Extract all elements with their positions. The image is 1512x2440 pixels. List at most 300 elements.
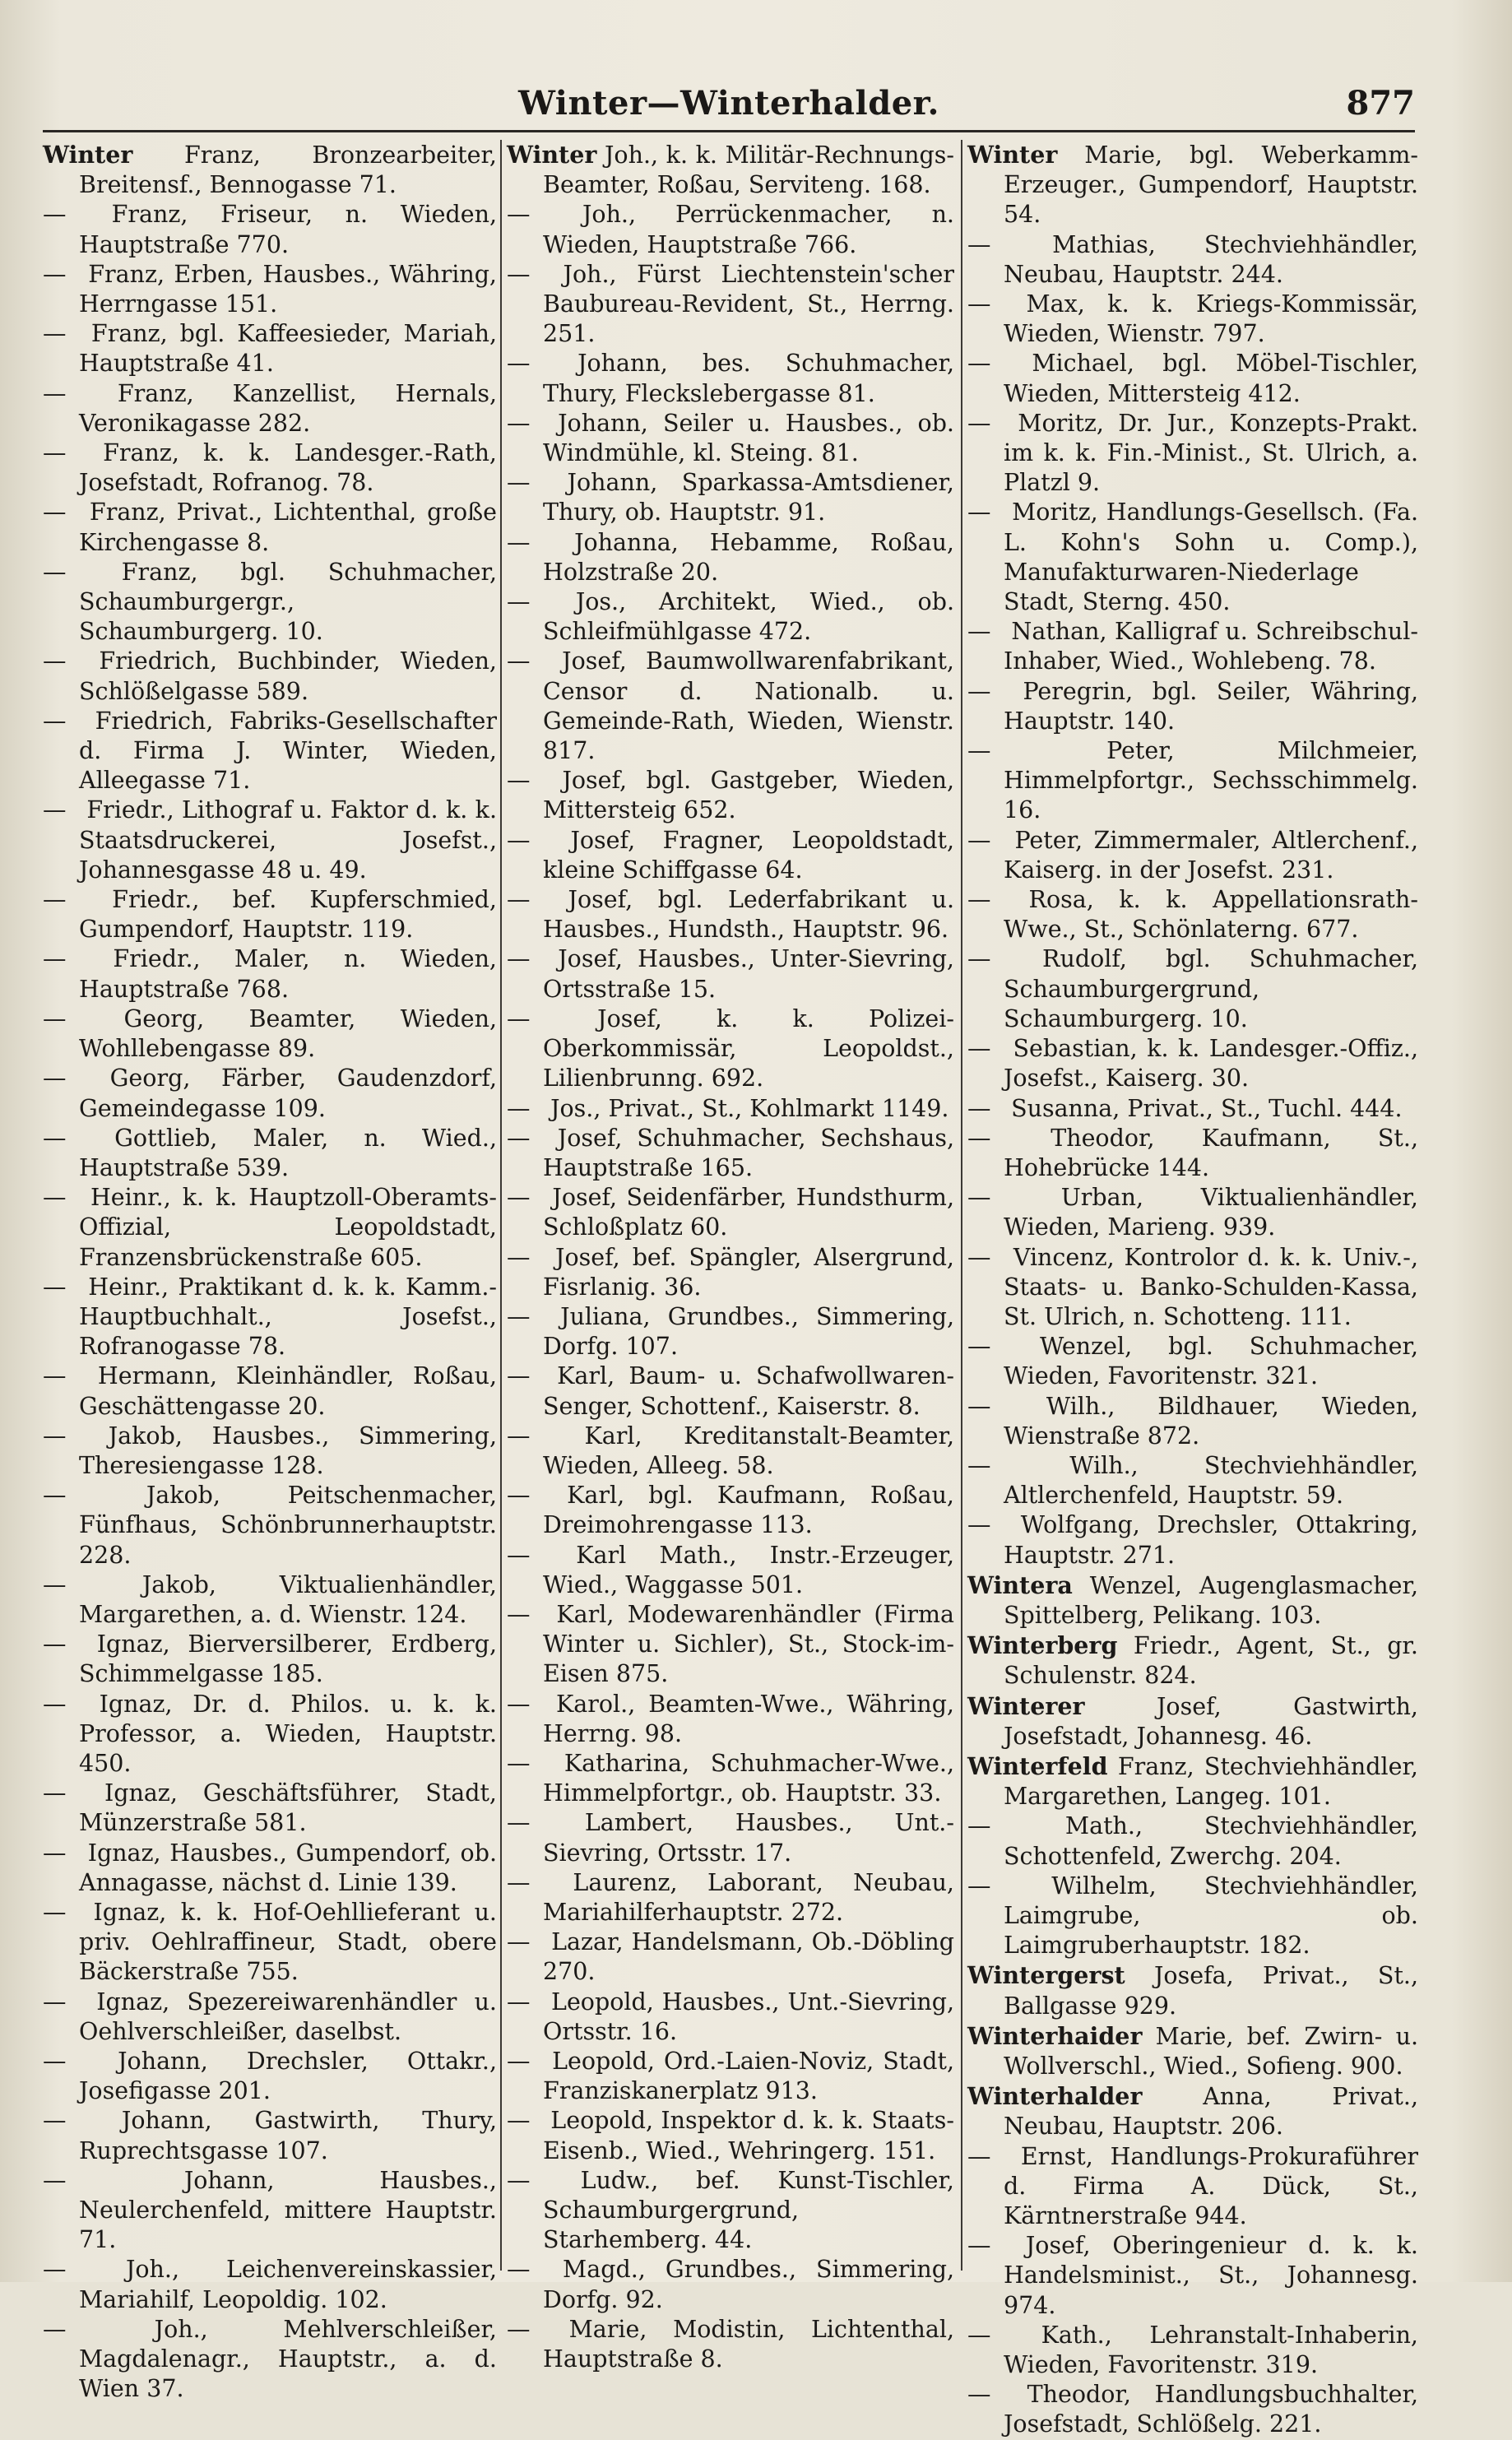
- entry-text: Ignaz, Bierversilberer, Erdberg, Schimmelgasse 185.: [79, 1631, 498, 1688]
- repeat-dash: —: [43, 558, 67, 586]
- directory-entry: [43, 1690, 497, 1779]
- column-2: [500, 140, 955, 2373]
- entry-text: Jakob, Viktualienhändler, Margarethen, a. d. Wienstr. 124.: [79, 1570, 497, 1628]
- entry-text: Leopold, Hausbes., Unt.-Sievring, Ortsstr. 16.: [543, 1988, 955, 2045]
- entry-text: Josef, bgl. Lederfabrikant u. Hausbes., Hundsth., Hauptstr. 96.: [543, 886, 955, 944]
- directory-entry: [967, 290, 1418, 349]
- entry-text: Joh., k. k. Militär-Rechnungs-Beamter, Roßau, Serviteng. 168.: [543, 141, 955, 199]
- repeat-dash: —: [507, 409, 531, 437]
- entry-text: Johann, Hausbes., Neulerchenfeld, mittere Hauptstr. 71.: [79, 2166, 497, 2254]
- directory-entry: [43, 1183, 497, 1273]
- entry-text: Lambert, Hausbes., Unt.-Sievring, Ortsstr. 17.: [543, 1809, 954, 1867]
- repeat-dash: —: [43, 2315, 67, 2343]
- entry-text: Ignaz, Spezereiwarenhändler u. Oehlverschleißer, daselbst.: [79, 1988, 497, 2045]
- repeat-dash: —: [507, 350, 531, 378]
- directory-entry: [967, 617, 1418, 676]
- entry-text: Josefa, Privat., St., Ballgasse 929.: [1004, 1962, 1419, 2020]
- directory-entry: [507, 260, 954, 350]
- directory-entry: [507, 885, 954, 944]
- directory-entry: [507, 766, 954, 825]
- repeat-dash: —: [967, 1511, 991, 1539]
- surname-heading: Winter: [967, 141, 1058, 169]
- directory-entry: [967, 1631, 1418, 1691]
- directory-entry: [43, 1273, 497, 1362]
- repeat-dash: —: [43, 1839, 67, 1867]
- directory-entry: [507, 1927, 954, 1987]
- repeat-dash: —: [507, 1482, 531, 1510]
- entry-text: Franz, bgl. Kaffeesieder, Mariah, Hauptstraße 41.: [79, 320, 497, 378]
- repeat-dash: —: [507, 1809, 531, 1837]
- repeat-dash: —: [507, 260, 531, 288]
- directory-entry: [967, 2380, 1418, 2439]
- directory-entry: [967, 140, 1418, 230]
- repeat-dash: —: [967, 945, 991, 973]
- repeat-dash: —: [967, 1094, 991, 1122]
- directory-entry: [43, 2106, 497, 2165]
- entry-text: Rosa, k. k. Appellationsrath-Wwe., St., Schönlaterng. 677.: [1004, 886, 1418, 944]
- directory-entry: [43, 2166, 497, 2256]
- directory-entry: [507, 140, 954, 200]
- entry-text: Friedr., Agent, St., gr. Schulenstr. 824.: [1004, 1632, 1418, 1690]
- entry-text: Susanna, Privat., St., Tuchl. 444.: [1011, 1094, 1403, 1122]
- directory-entry: [507, 1481, 954, 1540]
- repeat-dash: —: [507, 1004, 531, 1032]
- directory-entry: [507, 1094, 954, 1124]
- entry-text: Karl, Kreditanstalt-Beamter, Wieden, Alleeg. 58.: [543, 1422, 955, 1479]
- repeat-dash: —: [967, 1872, 991, 1900]
- directory-entry: [43, 1064, 497, 1123]
- repeat-dash: —: [967, 1451, 991, 1479]
- repeat-dash: —: [967, 737, 991, 765]
- repeat-dash: —: [43, 320, 67, 348]
- directory-entry: [43, 1570, 497, 1630]
- entry-text: Juliana, Grundbes., Simmering, Dorfg. 107.: [543, 1302, 955, 1361]
- repeat-dash: —: [507, 1243, 531, 1271]
- entry-text: Ludw., bef. Kunst-Tischler, Schaumburgergrund, Starhemberg. 44.: [543, 2166, 954, 2254]
- directory-entry: [507, 1808, 954, 1867]
- entry-text: Josef, Schuhmacher, Sechshaus, Hauptstraße 165.: [543, 1124, 955, 1181]
- entry-text: Peter, Zimmermaler, Altlerchenf., Kaiserg. in der Josefst. 231.: [1004, 826, 1419, 884]
- entry-text: Karl, bgl. Kaufmann, Roßau, Dreimohrengasse 113.: [543, 1482, 954, 1539]
- entry-text: Lazar, Handelsmann, Ob.-Döbling 270.: [543, 1928, 955, 1986]
- entry-text: Hermann, Kleinhändler, Roßau, Geschättengasse 20.: [79, 1362, 498, 1420]
- repeat-dash: —: [43, 1065, 67, 1092]
- entry-text: Wilh., Bildhauer, Wieden, Wienstraße 872.: [1004, 1392, 1418, 1450]
- entry-text: Ignaz, Dr. d. Philos. u. k. k. Professor, a. Wieden, Hauptstr. 450.: [79, 1690, 497, 1777]
- repeat-dash: —: [507, 1184, 531, 1212]
- repeat-dash: —: [507, 1988, 531, 2016]
- repeat-dash: —: [507, 1094, 531, 1122]
- page-number: 877: [1346, 84, 1415, 123]
- directory-entry: [507, 647, 954, 766]
- repeat-dash: —: [967, 886, 991, 914]
- repeat-dash: —: [967, 1392, 991, 1420]
- directory-entry: [43, 2315, 497, 2405]
- repeat-dash: —: [43, 1362, 67, 1390]
- directory-entry: [507, 468, 954, 527]
- repeat-dash: —: [507, 2166, 531, 2194]
- repeat-dash: —: [507, 1422, 531, 1450]
- entry-text: Max, k. k. Kriegs-Kommissär, Wieden, Wienstr. 797.: [1004, 290, 1418, 348]
- entry-text: Math., Stechviehhändler, Schottenfeld, Zwerchg. 204.: [1004, 1812, 1418, 1870]
- repeat-dash: —: [967, 1184, 991, 1212]
- repeat-dash: —: [507, 826, 531, 854]
- entry-text: Josef, bgl. Gastgeber, Wieden, Mittersteig 652.: [543, 767, 955, 824]
- entry-text: Gottlieb, Maler, n. Wied., Hauptstraße 539.: [79, 1124, 498, 1181]
- repeat-dash: —: [967, 1812, 991, 1840]
- entry-text: Magd., Grundbes., Simmering, Dorfg. 92.: [543, 2256, 954, 2313]
- directory-entry: [967, 1124, 1418, 1183]
- entry-text: Johann, Sparkassa-Amtsdiener, Thury, ob. Hauptstr. 91.: [543, 469, 954, 527]
- directory-entry: [507, 1600, 954, 1690]
- repeat-dash: —: [43, 1779, 67, 1807]
- entry-text: Johann, Seiler u. Hausbes., ob. Windmühle, kl. Steing. 81.: [543, 409, 954, 467]
- directory-entry: [43, 1630, 497, 1689]
- entry-text: Franz, Friseur, n. Wieden, Hauptstraße 770.: [79, 201, 497, 258]
- directory-entry: [967, 1243, 1418, 1333]
- entry-text: Wenzel, Augenglasmacher, Spittelberg, Pelikang. 103.: [1004, 1571, 1418, 1629]
- entry-text: Franz, bgl. Schuhmacher, Schaumburgergr., Schaumburgerg. 10.: [79, 558, 498, 646]
- repeat-dash: —: [507, 2315, 531, 2343]
- directory-entry: [43, 2047, 497, 2106]
- directory-entry: [43, 200, 497, 259]
- repeat-dash: —: [967, 230, 991, 258]
- entry-text: Theodor, Handlungsbuchhalter, Josefstadt, Schlößelg. 221.: [1004, 2381, 1419, 2438]
- directory-entry: [507, 587, 954, 647]
- entry-text: Marie, bgl. Weberkamm-Erzeuger., Gumpendorf, Hauptstr. 54.: [1004, 141, 1418, 229]
- directory-entry: [507, 1690, 954, 1749]
- directory-entry: [43, 1988, 497, 2047]
- directory-entry: [967, 1094, 1418, 1124]
- directory-entry: [967, 1570, 1418, 1631]
- directory-entry: [507, 2166, 954, 2256]
- entry-text: Ernst, Handlungs-Prokuraführer d. Firma A. Dück, St., Kärntnerstraße 944.: [1004, 2142, 1419, 2230]
- directory-entry: [967, 944, 1418, 1034]
- repeat-dash: —: [507, 1124, 531, 1152]
- directory-entry: [43, 1422, 497, 1481]
- entry-text: Leopold, Ord.-Laien-Noviz, Stadt, Franziskanerplatz 913.: [543, 2048, 954, 2105]
- entry-text: Joh., Leichenvereinskassier, Mariahilf, Leopoldig. 102.: [79, 2256, 497, 2313]
- directory-entry: [967, 1811, 1418, 1871]
- surname-heading: Winterberg: [967, 1631, 1118, 1660]
- repeat-dash: —: [507, 2048, 531, 2075]
- repeat-dash: —: [43, 1184, 67, 1212]
- directory-entry: [507, 2315, 954, 2374]
- directory-entry: [967, 736, 1418, 826]
- entry-text: Marie, bef. Zwirn- u. Wollverschl., Wied., Sofieng. 900.: [1004, 2022, 1418, 2080]
- directory-entry: [967, 2321, 1418, 2380]
- repeat-dash: —: [967, 618, 991, 646]
- entry-text: Karl Math., Instr.-Erzeuger, Wied., Waggasse 501.: [543, 1541, 954, 1598]
- entry-text: Mathias, Stechviehhändler, Neubau, Hauptstr. 244.: [1004, 230, 1418, 288]
- repeat-dash: —: [43, 2256, 67, 2284]
- entry-text: Johanna, Hebamme, Roßau, Holzstraße 20.: [543, 528, 954, 586]
- entry-text: Josef, Seidenfärber, Hundsthurm, Schloßplatz 60.: [543, 1184, 955, 1241]
- directory-entry: [507, 1541, 954, 1600]
- entry-text: Jos., Architekt, Wied., ob. Schleifmühlgasse 472.: [543, 588, 955, 646]
- directory-entry: [507, 1988, 954, 2047]
- entry-text: Josef, Oberingenieur d. k. k. Handelsminist., St., Johannesg. 974.: [1004, 2232, 1418, 2319]
- repeat-dash: —: [43, 1570, 67, 1598]
- directory-entry: [43, 379, 497, 438]
- entry-text: Heinr., Praktikant d. k. k. Kamm.-Hauptbuchhalt., Josefst., Rofranogasse 78.: [79, 1273, 498, 1361]
- directory-entry: [43, 2255, 497, 2314]
- directory-entry: [507, 944, 954, 1004]
- entry-text: Karl, Baum- u. Schafwollwaren-Senger, Schottenf., Kaiserstr. 8.: [543, 1362, 954, 1420]
- directory-entry: [507, 1124, 954, 1183]
- entry-text: Joh., Mehlverschleißer, Magdalenagr., Hauptstr., a. d. Wien 37.: [79, 2315, 497, 2403]
- entry-text: Kath., Lehranstalt-Inhaberin, Wieden, Favoritenstr. 319.: [1004, 2321, 1418, 2379]
- entry-text: Sebastian, k. k. Landesger.-Offiz., Josefst., Kaiserg. 30.: [1004, 1035, 1419, 1092]
- entry-text: Peter, Milchmeier, Himmelpfortgr., Sechsschimmelg. 16.: [1004, 737, 1418, 824]
- entry-text: Jakob, Hausbes., Simmering, Theresiengasse 128.: [79, 1422, 498, 1479]
- repeat-dash: —: [967, 1124, 991, 1152]
- entry-text: Joh., Perrückenmacher, n. Wieden, Hauptstraße 766.: [543, 201, 954, 258]
- entry-text: Georg, Färber, Gaudenzdorf, Gemeindegasse 109.: [79, 1065, 497, 1122]
- surname-heading: Winter: [43, 141, 133, 169]
- directory-entry: [967, 1510, 1418, 1570]
- repeat-dash: —: [507, 886, 531, 914]
- entry-text: Karl, Modewarenhändler (Firma Winter u. Sichler), St., Stock-im-Eisen 875.: [543, 1600, 954, 1688]
- directory-entry: [507, 2255, 954, 2314]
- entry-text: Franz, Privat., Lichtenthal, große Kirchengasse 8.: [79, 499, 498, 556]
- entry-text: Wenzel, bgl. Schuhmacher, Wieden, Favoritenstr. 321.: [1004, 1333, 1418, 1390]
- repeat-dash: —: [43, 1124, 67, 1152]
- repeat-dash: —: [43, 1422, 67, 1450]
- directory-entry: [967, 230, 1418, 290]
- repeat-dash: —: [43, 2107, 67, 2135]
- repeat-dash: —: [507, 201, 531, 229]
- directory-entry: [967, 409, 1418, 499]
- surname-heading: Wintera: [967, 1570, 1073, 1599]
- entry-text: Moritz, Handlungs-Gesellsch. (Fa. L. Kohn's Sohn u. Comp.), Manufakturwaren-Niederlage Stadt, Sterng. 450.: [1004, 499, 1418, 616]
- entry-text: Wilh., Stechviehhändler, Altlerchenfeld, Hauptstr. 59.: [1004, 1451, 1418, 1510]
- directory-entry: [507, 826, 954, 885]
- entry-text: Theodor, Kaufmann, St., Hohebrücke 144.: [1004, 1124, 1419, 1181]
- repeat-dash: —: [43, 1273, 67, 1301]
- directory-entry: [43, 1361, 497, 1421]
- directory-entry: [967, 1034, 1418, 1093]
- directory-entry: [967, 826, 1418, 885]
- entry-text: Vincenz, Kontrolor d. k. k. Univ.-, Staats- u. Banko-Schulden-Kassa, St. Ulrich, n. Schotteng. 111.: [1004, 1243, 1419, 1330]
- entry-text: Wilhelm, Stechviehhändler, Laimgrube, ob. Laimgruberhauptstr. 182.: [1004, 1872, 1418, 1960]
- repeat-dash: —: [43, 796, 67, 824]
- entry-text: Josef, Hausbes., Unter-Sievring, Ortsstraße 15.: [543, 945, 954, 1003]
- entry-text: Georg, Beamter, Wieden, Wohllebengasse 89.: [79, 1004, 497, 1063]
- directory-entry: [967, 498, 1418, 617]
- directory-entry: [967, 1332, 1418, 1391]
- entry-text: Josef, Gastwirth, Josefstadt, Johannesg. 46.: [1004, 1692, 1418, 1750]
- surname-heading: Winterhaider: [967, 2021, 1143, 2050]
- repeat-dash: —: [967, 1333, 991, 1361]
- entry-text: Moritz, Dr. Jur., Konzepts-Prakt. im k. k. Fin.-Minist., St. Ulrich, a. Platzl 9.: [1004, 409, 1419, 497]
- surname-heading: Winterer: [967, 1691, 1085, 1720]
- repeat-dash: —: [43, 379, 67, 407]
- entry-text: Ignaz, k. k. Hof-Oehllieferant u. priv. Oehlraffineur, Stadt, obere Bäckerstraße 755.: [79, 1898, 497, 1986]
- entry-text: Ignaz, Hausbes., Gumpendorf, ob. Annagasse, nächst d. Linie 139.: [79, 1839, 498, 1896]
- entry-text: Josef, k. k. Polizei-Oberkommissär, Leopoldst., Lilienbrunng. 692.: [543, 1004, 955, 1092]
- repeat-dash: —: [43, 1631, 67, 1658]
- entry-text: Rudolf, bgl. Schuhmacher, Schaumburgergrund, Schaumburgerg. 10.: [1004, 945, 1419, 1032]
- entry-text: Josef, Baumwollwarenfabrikant, Censor d. Nationalb. u. Gemeinde-Rath, Wieden, Wienstr. 817.: [543, 647, 954, 765]
- entry-text: Johann, Drechsler, Ottakr., Josefigasse 201.: [79, 2048, 498, 2105]
- repeat-dash: —: [507, 767, 531, 795]
- entry-text: Michael, bgl. Möbel-Tischler, Wieden, Mittersteig 412.: [1004, 350, 1418, 407]
- entry-text: Wolfgang, Drechsler, Ottakring, Hauptstr. 271.: [1004, 1511, 1418, 1569]
- directory-entry: [43, 558, 497, 647]
- directory-entry: [967, 1691, 1418, 1751]
- directory-entry: [507, 1868, 954, 1927]
- repeat-dash: —: [43, 1988, 67, 2016]
- entry-text: Franz, k. k. Landesger.-Rath, Josefstadt, Rofranog. 78.: [79, 439, 497, 497]
- repeat-dash: —: [967, 409, 991, 437]
- repeat-dash: —: [43, 1690, 67, 1718]
- entry-text: Leopold, Inspektor d. k. k. Staats-Eisenb., Wied., Wehringerg. 151.: [543, 2107, 954, 2164]
- directory-entry: [967, 1872, 1418, 1961]
- repeat-dash: —: [507, 1868, 531, 1896]
- directory-entry: [43, 140, 497, 200]
- repeat-dash: —: [967, 350, 991, 378]
- directory-entry: [43, 1004, 497, 1064]
- directory-entry: [43, 498, 497, 557]
- entry-text: Johann, Gastwirth, Thury, Ruprechtsgasse 107.: [79, 2107, 498, 2164]
- directory-entry: [507, 1422, 954, 1481]
- entry-text: Friedr., Lithograf u. Faktor d. k. k. Staatsdruckerei, Josefst., Johannesgasse 48 u. 49.: [79, 796, 498, 884]
- directory-entry: [967, 2231, 1418, 2321]
- directory-entry: [43, 885, 497, 944]
- repeat-dash: —: [967, 1243, 991, 1271]
- entry-text: Friedrich, Buchbinder, Wieden, Schlößelgasse 589.: [79, 647, 497, 705]
- entry-text: Anna, Privat., Neubau, Hauptstr. 206.: [1004, 2083, 1419, 2141]
- directory-entry: [967, 677, 1418, 736]
- entry-text: Josef, Fragner, Leopoldstadt, kleine Schiffgasse 64.: [543, 826, 955, 884]
- directory-entry: [43, 1839, 497, 1898]
- directory-entry: [43, 319, 497, 378]
- repeat-dash: —: [967, 826, 991, 854]
- page-header: [43, 79, 1415, 132]
- repeat-dash: —: [43, 2048, 67, 2075]
- surname-heading: Winterfeld: [967, 1751, 1108, 1780]
- directory-entry: [967, 349, 1418, 408]
- directory-entry: [507, 2047, 954, 2106]
- repeat-dash: —: [43, 499, 67, 527]
- directory-entry: [507, 1004, 954, 1094]
- repeat-dash: —: [507, 528, 531, 556]
- entry-text: Urban, Viktualienhändler, Wieden, Marieng. 939.: [1004, 1184, 1418, 1241]
- directory-entry: [43, 647, 497, 706]
- repeat-dash: —: [507, 1928, 531, 1956]
- entry-text: Joh., Fürst Liechtenstein'scher Baubureau-Revident, St., Herrng. 251.: [543, 260, 955, 348]
- directory-entry: [967, 1451, 1418, 1510]
- directory-entry: [967, 2021, 1418, 2081]
- entry-text: Karol., Beamten-Wwe., Währing, Herrng. 98.: [543, 1690, 954, 1747]
- directory-entry: [967, 2142, 1418, 2232]
- surname-heading: Winterhalder: [967, 2082, 1143, 2111]
- directory-entry: [967, 1960, 1418, 2020]
- surname-heading: Wintergerst: [967, 1961, 1125, 1990]
- directory-entry: [43, 1481, 497, 1570]
- repeat-dash: —: [967, 1035, 991, 1063]
- surname-heading: Winter: [507, 141, 597, 169]
- column-1: [43, 140, 498, 2403]
- directory-entry: [43, 260, 497, 319]
- repeat-dash: —: [507, 1362, 531, 1390]
- repeat-dash: —: [507, 1690, 531, 1718]
- repeat-dash: —: [507, 1749, 531, 1777]
- directory-entry: [507, 200, 954, 259]
- entry-text: Nathan, Kalligraf u. Schreibschul-Inhaber, Wied., Wohlebeng. 78.: [1004, 618, 1418, 675]
- repeat-dash: —: [507, 1541, 531, 1569]
- directory-entry: [507, 528, 954, 587]
- entry-text: Laurenz, Laborant, Neubau, Mariahilferhauptstr. 272.: [543, 1868, 954, 1926]
- repeat-dash: —: [43, 707, 67, 735]
- directory-entry: [967, 885, 1418, 944]
- entry-text: Ignaz, Geschäftsführer, Stadt, Münzerstraße 581.: [79, 1779, 497, 1837]
- directory-entry: [507, 1183, 954, 1242]
- repeat-dash: —: [43, 1898, 67, 1926]
- repeat-dash: —: [43, 945, 67, 973]
- directory-entry: [507, 1361, 954, 1421]
- directory-entry: [43, 1124, 497, 1183]
- directory-entry: [43, 1779, 497, 1838]
- repeat-dash: —: [507, 1302, 531, 1330]
- repeat-dash: —: [967, 2142, 991, 2170]
- repeat-dash: —: [43, 439, 67, 467]
- repeat-dash: —: [967, 290, 991, 318]
- repeat-dash: —: [967, 677, 991, 705]
- repeat-dash: —: [43, 647, 67, 675]
- repeat-dash: —: [507, 647, 531, 675]
- entry-text: Friedr., bef. Kupferschmied, Gumpendorf, Hauptstr. 119.: [79, 886, 497, 944]
- entry-text: Jakob, Peitschenmacher, Fünfhaus, Schönbrunnerhauptstr. 228.: [79, 1482, 498, 1569]
- repeat-dash: —: [507, 469, 531, 497]
- directory-entry: [967, 1751, 1418, 1811]
- directory-entry: [43, 944, 497, 1004]
- column-3: [961, 140, 1419, 2438]
- entry-text: Heinr., k. k. Hauptzoll-Oberamts-Offizial, Leopoldstadt, Franzensbrückenstraße 605.: [79, 1184, 497, 1271]
- entry-text: Josef, bef. Spängler, Alsergrund, Fisrlanig. 36.: [543, 1243, 954, 1301]
- repeat-dash: —: [43, 1482, 67, 1510]
- directory-entry: [967, 1183, 1418, 1242]
- entry-text: Franz, Erben, Hausbes., Währing, Herrngasse 151.: [79, 260, 497, 318]
- entry-text: Franz, Bronzearbeiter, Breitensf., Bennogasse 71.: [79, 141, 497, 199]
- directory-entry: [967, 2081, 1418, 2141]
- directory-entry: [43, 1898, 497, 1988]
- entry-text: Marie, Modistin, Lichtenthal, Hauptstraße 8.: [543, 2315, 954, 2373]
- entry-text: Franz, Kanzellist, Hernals, Veronikagasse 282.: [79, 379, 498, 437]
- repeat-dash: —: [507, 945, 531, 973]
- repeat-dash: —: [507, 2107, 531, 2135]
- repeat-dash: —: [507, 588, 531, 616]
- repeat-dash: —: [967, 499, 991, 527]
- directory-entry: [507, 409, 954, 468]
- directory-entry: [967, 1392, 1418, 1451]
- repeat-dash: —: [43, 260, 67, 288]
- directory-entry: [43, 707, 497, 796]
- entry-text: Peregrin, bgl. Seiler, Währing, Hauptstr. 140.: [1004, 677, 1419, 735]
- entry-text: Jos., Privat., St., Kohlmarkt 1149.: [550, 1094, 949, 1122]
- repeat-dash: —: [43, 886, 67, 914]
- repeat-dash: —: [967, 2381, 991, 2409]
- entry-text: Franz, Stechviehhändler, Margarethen, Langeg. 101.: [1004, 1752, 1418, 1811]
- entry-text: Katharina, Schuhmacher-Wwe., Himmelpfortgr., ob. Hauptstr. 33.: [543, 1749, 954, 1807]
- directory-entry: [507, 2106, 954, 2165]
- directory-entry: [43, 796, 497, 885]
- directory-entry: [43, 438, 497, 498]
- entry-text: Johann, bes. Schuhmacher, Thury, Fleckslebergasse 81.: [543, 350, 955, 407]
- entry-text: Friedrich, Fabriks-Gesellschafter d. Firma J. Winter, Wieden, Alleegasse 71.: [79, 707, 498, 795]
- directory-entry: [507, 1749, 954, 1808]
